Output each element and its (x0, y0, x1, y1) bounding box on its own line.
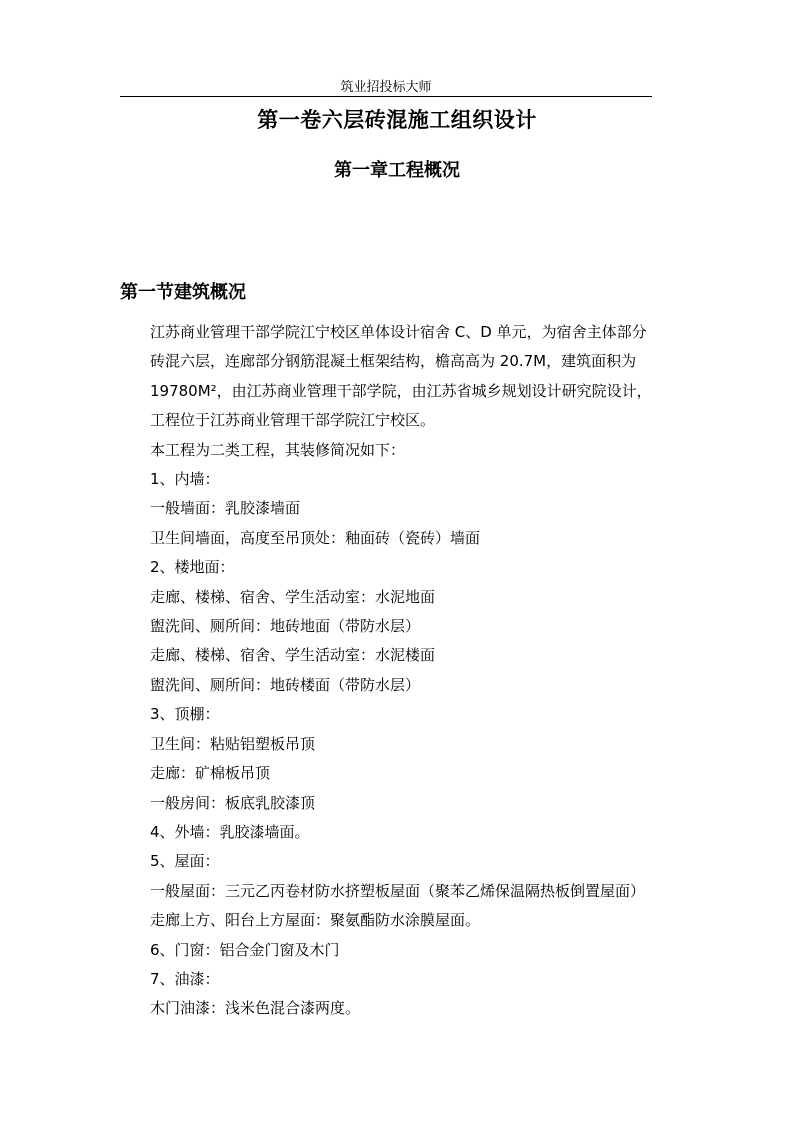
section-title: 第一节建筑概况 (120, 282, 246, 303)
text-line: 2、楼地面： (150, 558, 235, 577)
text-line: 盥洗间、厕所间：地砖地面（带防水层） (150, 617, 421, 636)
text-line: 走廊上方、阳台上方屋面：聚氨酯防水涂膜屋面。 (150, 911, 481, 930)
intro-line: 工程位于江苏商业管理干部学院江宁校区。 (150, 411, 436, 430)
text-line: 走廊、楼梯、宿舍、学生活动室：水泥地面 (150, 587, 436, 606)
text-line: 6、门窗：铝合金门窗及木门 (150, 940, 340, 959)
text-line: 7、油漆： (150, 969, 220, 988)
text-line: 盥洗间、厕所间：地砖楼面（带防水层） (150, 675, 421, 694)
header-divider (120, 96, 652, 97)
volume-title: 第一卷六层砖混施工组织设计 (257, 108, 537, 132)
chapter-title: 第一章工程概况 (334, 160, 460, 181)
text-line: 本工程为二类工程，其装修简况如下： (150, 440, 406, 459)
text-line: 3、顶棚： (150, 705, 220, 724)
text-line: 走廊、楼梯、宿舍、学生活动室：水泥楼面 (150, 646, 436, 665)
page-header: 筑业招投标大师 (340, 80, 432, 95)
text-line: 一般屋面：三元乙丙卷材防水挤塑板屋面（聚苯乙烯保温隔热板倒置屋面） (150, 881, 646, 900)
text-line: 卫生间：粘贴铝塑板吊顶 (150, 734, 316, 753)
text-line: 木门油漆：浅米色混合漆两度。 (150, 999, 361, 1018)
text-line: 一般房间：板底乳胶漆顶 (150, 793, 316, 812)
intro-paragraph (150, 318, 680, 436)
body-text (150, 318, 680, 1024)
text-line: 1、内墙： (150, 470, 220, 489)
text-line: 4、外墙：乳胶漆墙面。 (150, 822, 310, 841)
text-line: 一般墙面：乳胶漆墙面 (150, 499, 301, 518)
text-line: 5、屋面： (150, 852, 220, 871)
intro-line: 江苏商业管理干部学院江宁校区单体设计宿舍 C、D 单元，为宿舍主体部分 (150, 323, 647, 341)
intro-line: 砖混六层，连廊部分钢筋混凝土框架结构，檐高高为 20.7M，建筑面积为 (150, 352, 637, 371)
text-line: 走廊：矿棉板吊顶 (150, 764, 271, 783)
intro-line: 19780M²，由江苏商业管理干部学院，由江苏省城乡规划设计研究院设计， (150, 381, 652, 400)
text-line: 卫生间墙面，高度至吊顶处：釉面砖（瓷砖）墙面 (150, 528, 481, 547)
